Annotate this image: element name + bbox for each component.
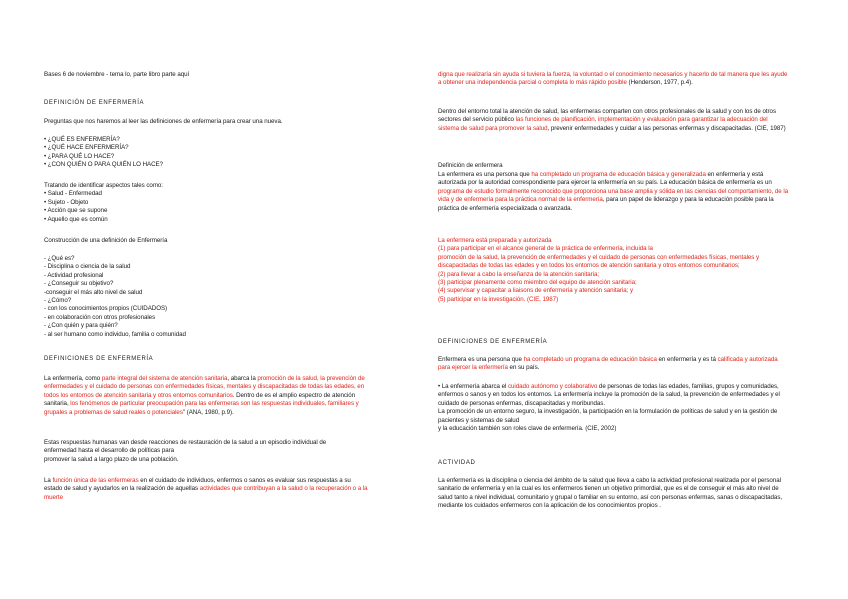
text-run: , abarca la	[227, 375, 258, 382]
text-line: La promoción de un entorno seguro, la investigación, la participación en la formulación de políticas de salud y en la gestión de pacientes y sistemas de salud	[438, 408, 778, 424]
construccion-item: - Disciplina o ciencia de la salud	[44, 263, 131, 271]
text-line: promoción de la salud, la prevención de enfermedades y el cuidado de personas con enfermedades físicas, mentales y discapacitadas de todas las edades y en todos los entornos de atención sanitaria y otros entornos comunitarios;	[438, 253, 760, 270]
aspect-item: • Salud - Enfermedad	[44, 190, 102, 198]
highlight-run: promoción de la salud, la prevención de enfermedades y el cuidado de personas con enfermedades físicas, mentales y discapacitadas de todas las edades, en todos los entornos de atención sanitaria y otros entornos comunitarios	[44, 375, 365, 399]
aspect-intro: Tratando de identificar aspectos tales como:	[44, 182, 163, 189]
paragraph-actividad: La enfermería es la disciplina o ciencia del ámbito de la salud que lleva a cabo la actividad profesional realizada por el personal sanitario de enfermería y en la cual es los enfermeros tienen un objetivo primordial, que es el de conseguir el más alto nivel de salud tanto a nivel individual, comunitario y grupal o familiar en su entorno, así con personas enfermas, sanas o discapacitadas, mediante los cuidados enfermeros con la aplicación de los conocimientos propios .	[438, 477, 783, 510]
highlight-run: los fenómenos de particular preocupación para las enfermeras son las respuestas individuales, familiares y grupales a problemas de salud reales o potenciales	[44, 400, 359, 416]
text-run: La enfermería, como	[44, 375, 102, 382]
construccion-item: - al ser humano como individuo, familia o comunidad	[44, 330, 186, 338]
text-run: en enfermería y está autorizada por la autoridad correspondiente para ejercer la enfermería en su país. La educación básica de enfermería es un	[438, 171, 772, 187]
paragraph-enfermera	[438, 171, 790, 213]
highlight-run: cuidado autónomo y colaborativo	[508, 383, 598, 390]
construccion-item: -conseguir el más alto nivel de salud	[44, 288, 143, 296]
text-line: (5) participar en la investigación. (CIE, 1987)	[438, 295, 559, 303]
paragraph-cie-2002	[438, 383, 790, 433]
heading-actividad: ACTIVIDAD	[438, 460, 476, 466]
heading-definiciones-right: DEFINICIONES DE ENFERMERÍA	[438, 339, 548, 345]
heading-definicion: DEFINICIÓN DE ENFERMERÍA	[44, 100, 145, 106]
aspect-list	[44, 182, 370, 224]
question-item: • ¿CON QUIÉN O PARA QUIÉN LO HACE?	[44, 161, 163, 169]
highlight-run: calificada y autorizada para ejercer la enfermería	[438, 356, 778, 372]
text-run: Dentro del entorno total la atención de salud, las enfermeras comparten con otros profesionales de la salud y con los de otros sectores del servicio público	[438, 108, 776, 124]
paragraph-entorno	[438, 108, 790, 133]
text-line: (1) para participar en el alcance general de la práctica de enfermería, incluida la	[438, 245, 653, 253]
intro-line: Bases 6 de noviembre - tema lo, parte libro parte aquí	[44, 71, 190, 78]
text-line: y la educación también son roles clave de enfermería. (CIE, 2002)	[438, 425, 617, 433]
text-line: Estas respuestas humanas van desde reacciones de restauración de la salud a un episodio individual de	[44, 439, 327, 446]
highlight-run: ha completado un programa de educación básica	[523, 356, 657, 363]
construccion-item: - ¿Conseguir su objetivo?	[44, 280, 114, 288]
text-line: La enfermera está preparada y autorizada	[438, 237, 552, 244]
paragraph-preparada	[438, 237, 790, 304]
highlight-run: parte integral del sistema de atención sanitaria	[101, 375, 228, 382]
construccion-item: - ¿Cómo?	[44, 297, 72, 305]
construccion-title: Construcción de una definición de Enfermería	[44, 237, 168, 244]
paragraph-funcion	[44, 477, 370, 502]
aspect-item: • Sujeto - Objeto	[44, 198, 89, 206]
text-run: de personas de todas las edades, familias, grupos y comunidades, enfermos o sanos y en todos los entornos. La enfermería incluye la promoción de la salud, la prevención de enfermedades y el cuidado de personas enfermas, discapacitadas y moribundas.	[438, 383, 780, 407]
text-run: • La enfermería abarca el	[438, 383, 508, 390]
text-run: Enfermera es una persona que	[438, 356, 524, 363]
question-item: • ¿QUÉ ES ENFERMERÍA?	[44, 136, 120, 143]
text-line: (3) participar plenamente como miembro del equipo de atención sanitaria;	[438, 279, 637, 287]
highlight-run: programa de estudio formalmente reconocido que proporciona una base amplia y sólida en las ciencias del comportamiento, de la vida y de enfermería para la práctica normal de la enfermería	[438, 187, 789, 204]
paragraph-respuestas	[44, 439, 370, 464]
paragraph-ana	[44, 375, 370, 417]
text-line: enfermedad hasta el desarrollo de políticas para	[44, 447, 175, 455]
highlight-run: actividades que contribuyan a la salud o la recuperación o a la muerte	[44, 485, 368, 501]
highlight-run: ha completado un programa de educación básica y generalizada	[531, 171, 706, 178]
construccion-item: - en colaboración con otros profesionales	[44, 313, 156, 321]
question-list	[44, 136, 370, 170]
construccion-list	[44, 255, 370, 339]
construccion-item: - con los conocimientos propios (CUIDADOS)	[44, 305, 168, 313]
aspect-item: • Aquello que es común	[44, 215, 108, 223]
text-run: La	[44, 477, 53, 484]
construccion-item: - ¿Qué es?	[44, 255, 75, 262]
heading-definiciones: DEFINICIONES DE ENFERMERÍA	[44, 356, 154, 362]
text-run: en enfermería y es tá	[656, 356, 718, 363]
preguntas-text: Preguntas que nos haremos al leer las definiciones de enfermería para crear una nueva.	[44, 118, 283, 125]
text-run: en su país.	[507, 364, 540, 372]
text-line: (2) para llevar a cabo la enseñanza de la atención sanitaria;	[438, 270, 600, 278]
text-run: , para un papel de liderazgo y para la educación posible para la práctica de enfermería especializada o avanzada.	[438, 196, 774, 212]
text-run: . Dentro de es el amplio espectro de atención sanitaria,	[44, 391, 356, 408]
text-run: (Henderson, 1977, p.4).	[626, 79, 693, 87]
paragraph-enfermera-2	[438, 356, 790, 373]
question-item: • ¿PARA QUÉ LO HACE?	[44, 152, 115, 160]
highlight-run: función única de las enfermeras	[52, 477, 139, 484]
highlight-run: las funciones de planificación, implementación y evaluación para garantizar la adecuación del sistema de salud para promover la salud	[438, 116, 768, 132]
construccion-item: - Actividad profesional	[44, 271, 104, 279]
aspect-item: • Acción que se supone	[44, 207, 108, 215]
definicion-enfermera-title: Definición de enfermera	[438, 162, 503, 169]
text-line: promover la salud a largo plazo de una población.	[44, 455, 179, 463]
text-run: en el cuidado de individuos, enfermos o sanos es evaluar sus respuestas a su estado de salud y ayudarlos en la realización de aquellas	[44, 477, 351, 493]
text-run: La enfermera es una persona que	[438, 171, 532, 178]
question-item: • ¿QUÉ HACE ENFERMERÍA?	[44, 144, 129, 152]
paragraph-henderson	[438, 71, 790, 88]
text-run: " (ANA, 1980, p.9).	[182, 408, 234, 416]
text-run: , prevenir enfermedades y cuidar a las personas enfermas y discapacitadas. (CIE, 1987)	[547, 124, 786, 132]
highlight-run: digna que realizaría sin ayuda si tuviera la fuerza, la voluntad o el conocimiento necesarios y hacerlo de tal manera que les ayude a obtener una independencia parcial o completa lo más rápido posible	[438, 71, 788, 87]
construccion-item: - ¿Con quién y para quién?	[44, 322, 118, 330]
text-line: (4) supervisar y capacitar a liaisons de enfermería y atención sanitaria; y	[438, 287, 634, 295]
